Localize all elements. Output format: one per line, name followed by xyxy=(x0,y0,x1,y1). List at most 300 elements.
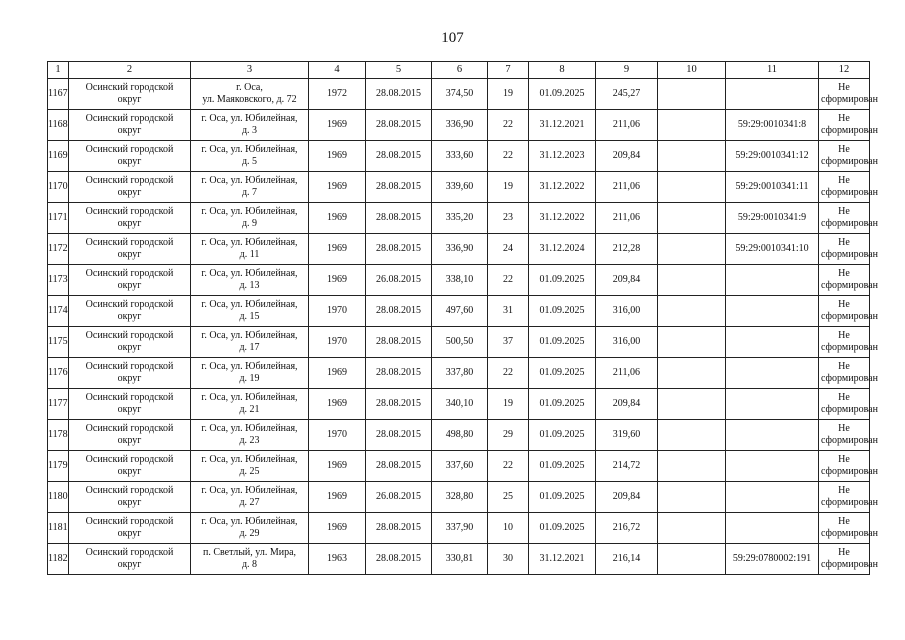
status-cell-line: сформирован xyxy=(821,218,878,229)
date-cell: 28.08.2015 xyxy=(366,203,432,234)
area-cell: 336,90 xyxy=(432,234,488,265)
address-cell-line: д. 23 xyxy=(239,435,260,446)
district-cell-line: округ xyxy=(117,559,142,570)
row-number: 1168 xyxy=(48,110,69,141)
date2-cell: 31.12.2023 xyxy=(529,141,596,172)
district-cell-line: Осинский городской xyxy=(85,330,174,341)
address-cell-line: г. Оса, ул. Юбилейная, xyxy=(201,144,298,155)
area-cell: 336,90 xyxy=(432,110,488,141)
row-number: 1181 xyxy=(48,513,69,544)
cadastral-number xyxy=(726,389,819,420)
col9-cell: 211,06 xyxy=(596,172,658,203)
status-cell-line: сформирован xyxy=(821,559,878,570)
district-cell xyxy=(69,389,191,420)
status-cell xyxy=(819,234,878,265)
status-cell-line: сформирован xyxy=(821,466,878,477)
table-row xyxy=(48,265,870,296)
year-cell: 1969 xyxy=(309,358,366,389)
district-cell-line: Осинский городской xyxy=(85,547,174,558)
district-cell-line: Осинский городской xyxy=(85,361,174,372)
address-cell xyxy=(191,110,309,141)
district-cell xyxy=(69,451,191,482)
address-cell-line: д. 29 xyxy=(239,528,260,539)
col9-cell: 316,00 xyxy=(596,296,658,327)
year-cell: 1969 xyxy=(309,234,366,265)
year-cell: 1969 xyxy=(309,203,366,234)
status-cell-line: сформирован xyxy=(821,156,878,167)
col7-cell: 23 xyxy=(488,203,529,234)
column-header-11: 11 xyxy=(726,62,819,79)
status-cell-line: сформирован xyxy=(821,404,878,415)
status-cell-line: Не xyxy=(838,423,850,434)
date2-cell: 01.09.2025 xyxy=(529,327,596,358)
address-cell-line: г. Оса, ул. Юбилейная, xyxy=(201,299,298,310)
row-number: 1170 xyxy=(48,172,69,203)
area-cell: 337,90 xyxy=(432,513,488,544)
status-cell xyxy=(819,172,878,203)
col7-cell: 19 xyxy=(488,172,529,203)
year-cell: 1969 xyxy=(309,513,366,544)
status-cell-line: Не xyxy=(838,144,850,155)
date2-cell: 01.09.2025 xyxy=(529,296,596,327)
address-cell xyxy=(191,544,309,575)
area-cell: 339,60 xyxy=(432,172,488,203)
area-cell: 497,60 xyxy=(432,296,488,327)
address-cell xyxy=(191,358,309,389)
status-cell-line: сформирован xyxy=(821,311,878,322)
status-cell xyxy=(819,513,878,544)
col9-cell: 245,27 xyxy=(596,79,658,110)
date2-cell: 01.09.2025 xyxy=(529,451,596,482)
district-cell xyxy=(69,141,191,172)
address-cell-line: г. Оса, ул. Юбилейная, xyxy=(201,454,298,465)
row-number: 1171 xyxy=(48,203,69,234)
table-row xyxy=(48,420,870,451)
address-cell xyxy=(191,296,309,327)
col10-cell xyxy=(658,203,726,234)
cadastral-number: 59:29:0780002:191 xyxy=(726,544,819,575)
col10-cell xyxy=(658,327,726,358)
col10-cell xyxy=(658,110,726,141)
status-cell-line: Не xyxy=(838,485,850,496)
area-cell: 374,50 xyxy=(432,79,488,110)
col10-cell xyxy=(658,389,726,420)
header-row xyxy=(48,62,870,79)
col7-cell: 22 xyxy=(488,110,529,141)
col10-cell xyxy=(658,482,726,513)
status-cell xyxy=(819,482,878,513)
table-row xyxy=(48,203,870,234)
date2-cell: 31.12.2021 xyxy=(529,544,596,575)
date-cell: 26.08.2015 xyxy=(366,482,432,513)
status-cell-line: Не xyxy=(838,361,850,372)
col7-cell: 30 xyxy=(488,544,529,575)
row-number: 1180 xyxy=(48,482,69,513)
col9-cell: 211,06 xyxy=(596,110,658,141)
cadastral-number xyxy=(726,79,819,110)
year-cell: 1972 xyxy=(309,79,366,110)
address-cell-line: д. 8 xyxy=(241,559,258,570)
district-cell xyxy=(69,358,191,389)
col10-cell xyxy=(658,234,726,265)
district-cell xyxy=(69,110,191,141)
cadastral-number xyxy=(726,265,819,296)
table-row xyxy=(48,544,870,575)
column-header-5: 5 xyxy=(366,62,432,79)
date-cell: 26.08.2015 xyxy=(366,265,432,296)
district-cell-line: округ xyxy=(117,249,142,260)
address-cell-line: г. Оса, ул. Юбилейная, xyxy=(201,516,298,527)
district-cell xyxy=(69,327,191,358)
col7-cell: 22 xyxy=(488,265,529,296)
district-cell-line: Осинский городской xyxy=(85,206,174,217)
column-header-7: 7 xyxy=(488,62,529,79)
address-cell-line: г. Оса, ул. Юбилейная, xyxy=(201,330,298,341)
col10-cell xyxy=(658,265,726,296)
district-cell-line: Осинский городской xyxy=(85,237,174,248)
district-cell xyxy=(69,265,191,296)
status-cell xyxy=(819,420,878,451)
col10-cell xyxy=(658,513,726,544)
address-cell xyxy=(191,79,309,110)
year-cell: 1970 xyxy=(309,327,366,358)
district-cell-line: округ xyxy=(117,528,142,539)
status-cell xyxy=(819,203,878,234)
date2-cell: 01.09.2025 xyxy=(529,265,596,296)
address-cell-line: д. 11 xyxy=(239,249,260,260)
date-cell: 28.08.2015 xyxy=(366,451,432,482)
status-cell-line: Не xyxy=(838,299,850,310)
date-cell: 28.08.2015 xyxy=(366,296,432,327)
cadastral-number xyxy=(726,296,819,327)
col7-cell: 22 xyxy=(488,451,529,482)
date2-cell: 31.12.2022 xyxy=(529,203,596,234)
address-cell-line: г. Оса, ул. Юбилейная, xyxy=(201,268,298,279)
year-cell: 1963 xyxy=(309,544,366,575)
col9-cell: 209,84 xyxy=(596,265,658,296)
year-cell: 1969 xyxy=(309,451,366,482)
year-cell: 1969 xyxy=(309,141,366,172)
status-cell xyxy=(819,110,878,141)
address-cell-line: д. 13 xyxy=(239,280,260,291)
column-header-3: 3 xyxy=(191,62,309,79)
status-cell-line: сформирован xyxy=(821,497,878,508)
area-cell: 330,81 xyxy=(432,544,488,575)
row-number: 1173 xyxy=(48,265,69,296)
address-cell xyxy=(191,234,309,265)
row-number: 1169 xyxy=(48,141,69,172)
status-cell-line: Не xyxy=(838,113,850,124)
district-cell-line: округ xyxy=(117,497,142,508)
col10-cell xyxy=(658,141,726,172)
table-row xyxy=(48,389,870,420)
cadastral-number xyxy=(726,327,819,358)
col10-cell xyxy=(658,79,726,110)
year-cell: 1969 xyxy=(309,110,366,141)
status-cell xyxy=(819,451,878,482)
status-cell xyxy=(819,544,878,575)
col10-cell xyxy=(658,420,726,451)
cadastral-number: 59:29:0010341:10 xyxy=(726,234,819,265)
table-row xyxy=(48,358,870,389)
address-cell-line: д. 3 xyxy=(241,125,258,136)
year-cell: 1969 xyxy=(309,482,366,513)
table-row xyxy=(48,482,870,513)
year-cell: 1970 xyxy=(309,420,366,451)
address-cell-line: д. 5 xyxy=(241,156,258,167)
row-number: 1174 xyxy=(48,296,69,327)
row-number: 1182 xyxy=(48,544,69,575)
area-cell: 340,10 xyxy=(432,389,488,420)
status-cell-line: сформирован xyxy=(821,528,878,539)
status-cell-line: Не xyxy=(838,454,850,465)
col9-cell: 209,84 xyxy=(596,141,658,172)
row-number: 1176 xyxy=(48,358,69,389)
col10-cell xyxy=(658,296,726,327)
district-cell-line: округ xyxy=(117,373,142,384)
table-row xyxy=(48,327,870,358)
district-cell-line: округ xyxy=(117,342,142,353)
date-cell: 28.08.2015 xyxy=(366,544,432,575)
column-header-1: 1 xyxy=(48,62,69,79)
district-cell-line: округ xyxy=(117,218,142,229)
district-cell-line: Осинский городской xyxy=(85,299,174,310)
address-cell-line: г. Оса, ул. Юбилейная, xyxy=(201,361,298,372)
district-cell-line: Осинский городской xyxy=(85,268,174,279)
status-cell-line: сформирован xyxy=(821,94,878,105)
date-cell: 28.08.2015 xyxy=(366,110,432,141)
status-cell xyxy=(819,265,878,296)
status-cell-line: сформирован xyxy=(821,125,878,136)
district-cell xyxy=(69,203,191,234)
status-cell xyxy=(819,389,878,420)
district-cell xyxy=(69,482,191,513)
area-cell: 335,20 xyxy=(432,203,488,234)
date2-cell: 31.12.2024 xyxy=(529,234,596,265)
cadastral-number: 59:29:0010341:8 xyxy=(726,110,819,141)
address-cell xyxy=(191,451,309,482)
column-header-4: 4 xyxy=(309,62,366,79)
district-cell xyxy=(69,296,191,327)
column-header-10: 10 xyxy=(658,62,726,79)
date-cell: 28.08.2015 xyxy=(366,79,432,110)
district-cell-line: Осинский городской xyxy=(85,144,174,155)
district-cell-line: Осинский городской xyxy=(85,113,174,124)
col7-cell: 22 xyxy=(488,141,529,172)
col9-cell: 216,72 xyxy=(596,513,658,544)
district-cell-line: округ xyxy=(117,280,142,291)
address-cell-line: г. Оса, xyxy=(236,82,263,93)
district-cell xyxy=(69,172,191,203)
date-cell: 28.08.2015 xyxy=(366,141,432,172)
row-number: 1179 xyxy=(48,451,69,482)
cadastral-number: 59:29:0010341:12 xyxy=(726,141,819,172)
status-cell-line: Не xyxy=(838,237,850,248)
cadastral-number xyxy=(726,482,819,513)
district-cell-line: округ xyxy=(117,125,142,136)
col9-cell: 209,84 xyxy=(596,389,658,420)
district-cell-line: округ xyxy=(117,311,142,322)
col7-cell: 24 xyxy=(488,234,529,265)
area-cell: 500,50 xyxy=(432,327,488,358)
col7-cell: 10 xyxy=(488,513,529,544)
date2-cell: 01.09.2025 xyxy=(529,358,596,389)
address-cell xyxy=(191,482,309,513)
column-header-9: 9 xyxy=(596,62,658,79)
col10-cell xyxy=(658,544,726,575)
district-cell-line: округ xyxy=(117,466,142,477)
address-cell xyxy=(191,141,309,172)
table-row xyxy=(48,79,870,110)
status-cell-line: сформирован xyxy=(821,435,878,446)
cadastral-number: 59:29:0010341:9 xyxy=(726,203,819,234)
year-cell: 1969 xyxy=(309,389,366,420)
status-cell-line: Не xyxy=(838,206,850,217)
address-cell-line: д. 21 xyxy=(239,404,260,415)
date2-cell: 01.09.2025 xyxy=(529,420,596,451)
status-cell xyxy=(819,141,878,172)
area-cell: 498,80 xyxy=(432,420,488,451)
year-cell: 1969 xyxy=(309,265,366,296)
status-cell-line: сформирован xyxy=(821,187,878,198)
district-cell-line: Осинский городской xyxy=(85,454,174,465)
address-cell xyxy=(191,327,309,358)
address-cell xyxy=(191,420,309,451)
district-cell xyxy=(69,234,191,265)
district-cell-line: Осинский городской xyxy=(85,423,174,434)
date2-cell: 01.09.2025 xyxy=(529,482,596,513)
status-cell-line: Не xyxy=(838,82,850,93)
column-header-2: 2 xyxy=(69,62,191,79)
cadastral-number xyxy=(726,420,819,451)
area-cell: 337,80 xyxy=(432,358,488,389)
col7-cell: 31 xyxy=(488,296,529,327)
col7-cell: 25 xyxy=(488,482,529,513)
page-number: 107 xyxy=(441,30,464,46)
address-cell-line: д. 27 xyxy=(239,497,260,508)
district-cell-line: округ xyxy=(117,187,142,198)
col9-cell: 319,60 xyxy=(596,420,658,451)
col7-cell: 19 xyxy=(488,79,529,110)
col10-cell xyxy=(658,358,726,389)
district-cell-line: Осинский городской xyxy=(85,516,174,527)
status-cell xyxy=(819,358,878,389)
district-cell-line: Осинский городской xyxy=(85,485,174,496)
address-cell-line: д. 19 xyxy=(239,373,260,384)
date-cell: 28.08.2015 xyxy=(366,358,432,389)
address-cell-line: г. Оса, ул. Юбилейная, xyxy=(201,113,298,124)
col10-cell xyxy=(658,451,726,482)
address-cell-line: г. Оса, ул. Юбилейная, xyxy=(201,237,298,248)
address-cell-line: г. Оса, ул. Юбилейная, xyxy=(201,175,298,186)
table-row xyxy=(48,513,870,544)
table-row xyxy=(48,141,870,172)
cadastral-number xyxy=(726,513,819,544)
status-cell-line: сформирован xyxy=(821,342,878,353)
col10-cell xyxy=(658,172,726,203)
district-cell-line: округ xyxy=(117,94,142,105)
status-cell xyxy=(819,296,878,327)
status-cell-line: Не xyxy=(838,330,850,341)
district-cell-line: округ xyxy=(117,156,142,167)
address-cell-line: г. Оса, ул. Юбилейная, xyxy=(201,392,298,403)
cadastral-number xyxy=(726,451,819,482)
address-cell xyxy=(191,389,309,420)
status-cell-line: Не xyxy=(838,547,850,558)
date2-cell: 01.09.2025 xyxy=(529,79,596,110)
area-cell: 337,60 xyxy=(432,451,488,482)
status-cell-line: Не xyxy=(838,268,850,279)
registry-table xyxy=(47,61,878,575)
year-cell: 1969 xyxy=(309,172,366,203)
address-cell-line: д. 25 xyxy=(239,466,260,477)
col9-cell: 209,84 xyxy=(596,482,658,513)
address-cell xyxy=(191,172,309,203)
district-cell-line: округ xyxy=(117,404,142,415)
col9-cell: 214,72 xyxy=(596,451,658,482)
address-cell-line: п. Светлый, ул. Мира, xyxy=(202,547,297,558)
year-cell: 1970 xyxy=(309,296,366,327)
address-cell xyxy=(191,265,309,296)
date-cell: 28.08.2015 xyxy=(366,513,432,544)
district-cell xyxy=(69,513,191,544)
row-number: 1167 xyxy=(48,79,69,110)
date2-cell: 31.12.2022 xyxy=(529,172,596,203)
address-cell-line: д. 17 xyxy=(239,342,260,353)
col7-cell: 37 xyxy=(488,327,529,358)
area-cell: 338,10 xyxy=(432,265,488,296)
col9-cell: 212,28 xyxy=(596,234,658,265)
status-cell-line: Не xyxy=(838,392,850,403)
row-number: 1178 xyxy=(48,420,69,451)
col7-cell: 22 xyxy=(488,358,529,389)
date-cell: 28.08.2015 xyxy=(366,172,432,203)
col7-cell: 19 xyxy=(488,389,529,420)
address-cell-line: г. Оса, ул. Юбилейная, xyxy=(201,485,298,496)
date2-cell: 01.09.2025 xyxy=(529,513,596,544)
district-cell-line: Осинский городской xyxy=(85,392,174,403)
col9-cell: 216,14 xyxy=(596,544,658,575)
date-cell: 28.08.2015 xyxy=(366,327,432,358)
table-row xyxy=(48,296,870,327)
status-cell xyxy=(819,79,878,110)
address-cell-line: д. 15 xyxy=(239,311,260,322)
district-cell xyxy=(69,544,191,575)
address-cell-line: д. 9 xyxy=(241,218,258,229)
address-cell xyxy=(191,203,309,234)
district-cell xyxy=(69,420,191,451)
col9-cell: 211,06 xyxy=(596,358,658,389)
col9-cell: 316,00 xyxy=(596,327,658,358)
district-cell-line: Осинский городской xyxy=(85,82,174,93)
cadastral-number xyxy=(726,358,819,389)
date2-cell: 01.09.2025 xyxy=(529,389,596,420)
address-cell-line: г. Оса, ул. Юбилейная, xyxy=(201,423,298,434)
table-row xyxy=(48,451,870,482)
area-cell: 333,60 xyxy=(432,141,488,172)
table-row xyxy=(48,172,870,203)
address-cell xyxy=(191,513,309,544)
address-cell-line: д. 7 xyxy=(241,187,258,198)
district-cell-line: Осинский городской xyxy=(85,175,174,186)
row-number: 1175 xyxy=(48,327,69,358)
table-row xyxy=(48,234,870,265)
status-cell-line: Не xyxy=(838,175,850,186)
address-cell-line: г. Оса, ул. Юбилейная, xyxy=(201,206,298,217)
table-row xyxy=(48,110,870,141)
date-cell: 28.08.2015 xyxy=(366,389,432,420)
column-header-12: 12 xyxy=(819,62,870,79)
